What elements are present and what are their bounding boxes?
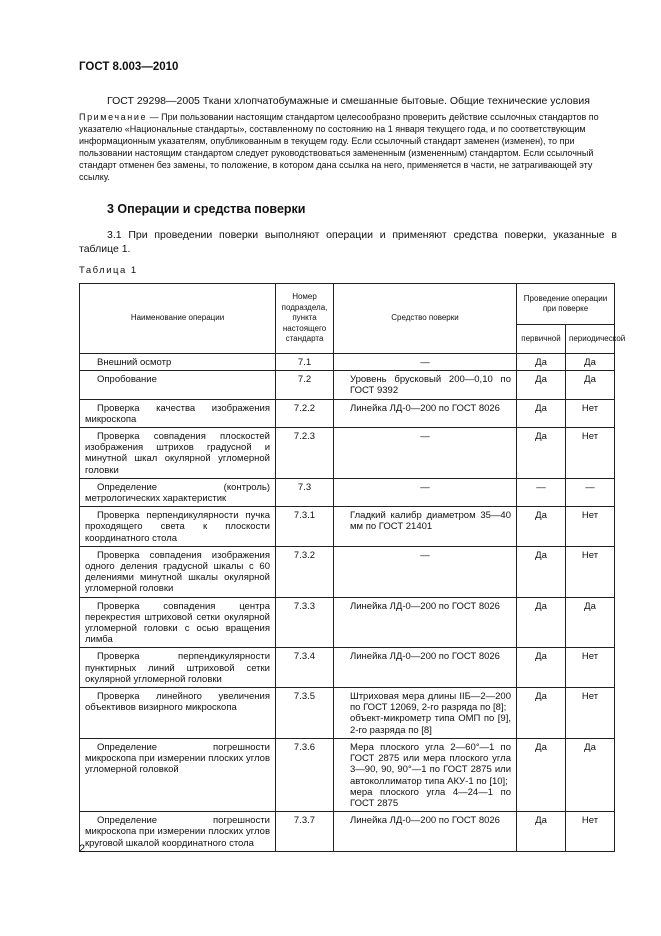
note-paragraph [79, 111, 617, 183]
periodic-check-cell: Нет [566, 399, 615, 427]
periodic-check-cell: Да [566, 354, 615, 371]
table-row [80, 507, 615, 547]
header-operation-name: Наименование операции [80, 284, 276, 354]
verification-means-cell [334, 597, 517, 648]
periodic-check-cell: — [566, 478, 615, 506]
section-title: 3 Операции и средства поверки [107, 202, 306, 216]
verification-means-cell [334, 507, 517, 547]
section-number-cell: 7.2.3 [276, 428, 334, 479]
verification-means-line: — [420, 357, 430, 368]
header-conduct: Проведение операции при поверке [517, 284, 615, 325]
verification-means-line: Линейка ЛД-0—200 по ГОСТ 8026 [350, 651, 500, 663]
primary-check-cell: Да [517, 354, 566, 371]
operation-name-cell: Проверка совпадения плоскостей изображения штрихов градусной и минутной шкал окулярной угломерной головки [80, 428, 276, 479]
page-number: 2 [79, 843, 86, 855]
primary-check-cell: Да [517, 688, 566, 739]
section-number-cell: 7.3.3 [276, 597, 334, 648]
section-number-cell: 7.2 [276, 371, 334, 399]
table-row [80, 354, 615, 371]
header-periodic: периодической [566, 325, 615, 354]
periodic-check-cell: Нет [566, 546, 615, 597]
table-caption: Таблица 1 [79, 265, 138, 276]
section-number-cell: 7.3.7 [276, 812, 334, 852]
table-row [80, 371, 615, 399]
verification-means-line: Уровень брусковый 200—0,10 по ГОСТ 9392 [350, 374, 511, 397]
verification-means-line: Гладкий калибр диаметром 35—40 мм по ГОСТ 21401 [350, 510, 511, 533]
verification-means-cell [334, 428, 517, 479]
primary-check-cell: — [517, 478, 566, 506]
section-number-cell: 7.3 [276, 478, 334, 506]
periodic-check-cell: Да [566, 738, 615, 811]
operation-name-cell: Опробование [80, 371, 276, 399]
operation-name-cell: Внешний осмотр [80, 354, 276, 371]
verification-means-line: Штриховая мера длины IIБ—2—200 по ГОСТ 12069, 2-го разряда по [8]; [350, 691, 511, 714]
verification-means-cell [334, 812, 517, 852]
table-row [80, 738, 615, 811]
table-body [80, 354, 615, 852]
table-row [80, 546, 615, 597]
primary-check-cell: Да [517, 648, 566, 688]
section-number-cell: 7.2.2 [276, 399, 334, 427]
verification-means-cell [334, 546, 517, 597]
verification-means-cell [334, 354, 517, 371]
verification-means-cell [334, 478, 517, 506]
operation-name-cell: Проверка линейного увеличения объективов визирного микроскопа [80, 688, 276, 739]
verification-means-cell [334, 688, 517, 739]
periodic-check-cell: Нет [566, 428, 615, 479]
header-verification-means: Средство поверки [334, 284, 517, 354]
verification-means-line: мера плоского угла 4—24—1 по ГОСТ 2875 [350, 786, 511, 809]
section-number-cell: 7.3.1 [276, 507, 334, 547]
table-row [80, 812, 615, 852]
periodic-check-cell: Нет [566, 648, 615, 688]
periodic-check-cell: Да [566, 371, 615, 399]
verification-means-line: объект-микрометр типа ОМП по [9], 2-го разряда по [8] [350, 713, 511, 736]
primary-check-cell: Да [517, 597, 566, 648]
verification-means-cell [334, 648, 517, 688]
verification-means-line: — [420, 549, 430, 561]
primary-check-cell: Да [517, 428, 566, 479]
periodic-check-cell: Нет [566, 812, 615, 852]
operation-name-cell: Проверка совпадения изображения одного деления градусной шкалы с 60 делениями минутной шкалы окулярной угломерной головки [80, 546, 276, 597]
operation-name-cell: Проверка совпадения центра перекрестия штриховой сетки окулярной угломерной головки с осью вращения лимба [80, 597, 276, 648]
section-number-cell: 7.1 [276, 354, 334, 371]
table-row [80, 648, 615, 688]
verification-means-line: Линейка ЛД-0—200 по ГОСТ 8026 [350, 815, 500, 827]
verification-means-line: Линейка ЛД-0—200 по ГОСТ 8026 [350, 402, 500, 414]
primary-check-cell: Да [517, 812, 566, 852]
primary-check-cell: Да [517, 546, 566, 597]
operation-name-cell: Определение (контроль) метрологических характеристик [80, 478, 276, 506]
note-text: — При пользовании настоящим стандартом целесообразно проверить действие ссылочных стандартов по указателю «Национальные стандарты», составленному по состоянию на 1 января текущего года, и по соответствующим информационным указателям, опубликованным в текущем году. Если ссылочный стандарт заменен (изменен), то при пользовании настоящим стандартом следует руководствоваться замененным (измененным) стандартом. Если ссылочный стандарт отменен без замены, то положение, в котором дана ссылка на него, применяется в части, не затрагивающей эту ссылку. [79, 112, 599, 182]
operation-name-cell: Проверка перпендикулярности пучка проходящего света к плоскости координатного стола [80, 507, 276, 547]
verification-means-cell [334, 399, 517, 427]
section-paragraph: 3.1 При проведении поверки выполняют операции и применяют средства поверки, указанные в таблице 1. [79, 229, 617, 255]
primary-check-cell: Да [517, 371, 566, 399]
verification-means-cell [334, 738, 517, 811]
table-row [80, 428, 615, 479]
periodic-check-cell: Нет [566, 688, 615, 739]
operation-name-cell: Проверка качества изображения микроскопа [80, 399, 276, 427]
operation-name-cell: Определение погрешности микроскопа при измерении плоских углов круговой шкалой координатного стола [80, 812, 276, 852]
section-number-cell: 7.3.2 [276, 546, 334, 597]
table-row [80, 597, 615, 648]
verification-means-line: — [420, 481, 430, 493]
operation-name-cell: Определение погрешности микроскопа при измерении плоских углов угломерной головкой [80, 738, 276, 811]
document-code-header: ГОСТ 8.003—2010 [79, 61, 179, 73]
header-primary: первичной [517, 325, 566, 354]
verification-means-line: Мера плоского угла 2—60°—1 по ГОСТ 2875 или мера плоского угла 3—90, 90, 90°—1 по ГОСТ 2875 или автоколлиматор типа АКУ-1 по [10]; [350, 741, 511, 787]
primary-check-cell: Да [517, 399, 566, 427]
reference-gost-29298: ГОСТ 29298—2005 Ткани хлопчатобумажные и смешанные бытовые. Общие технические условия [107, 95, 590, 107]
section-number-cell: 7.3.4 [276, 648, 334, 688]
note-label: Примечание [79, 112, 148, 122]
header-section-number: Номер подраздела, пункта настоящего стандарта [276, 284, 334, 354]
section-number-cell: 7.3.6 [276, 738, 334, 811]
section-number-cell: 7.3.5 [276, 688, 334, 739]
table-row [80, 399, 615, 427]
primary-check-cell: Да [517, 738, 566, 811]
periodic-check-cell: Нет [566, 507, 615, 547]
verification-means-line: Линейка ЛД-0—200 по ГОСТ 8026 [350, 600, 500, 612]
operation-name-cell: Проверка перпендикулярности пунктирных линий штриховой сетки окулярной угломерной головки [80, 648, 276, 688]
periodic-check-cell: Да [566, 597, 615, 648]
verification-means-line: — [420, 431, 430, 443]
operations-table [79, 283, 626, 852]
primary-check-cell: Да [517, 507, 566, 547]
table-row [80, 478, 615, 506]
verification-means-cell [334, 371, 517, 399]
table-row [80, 688, 615, 739]
